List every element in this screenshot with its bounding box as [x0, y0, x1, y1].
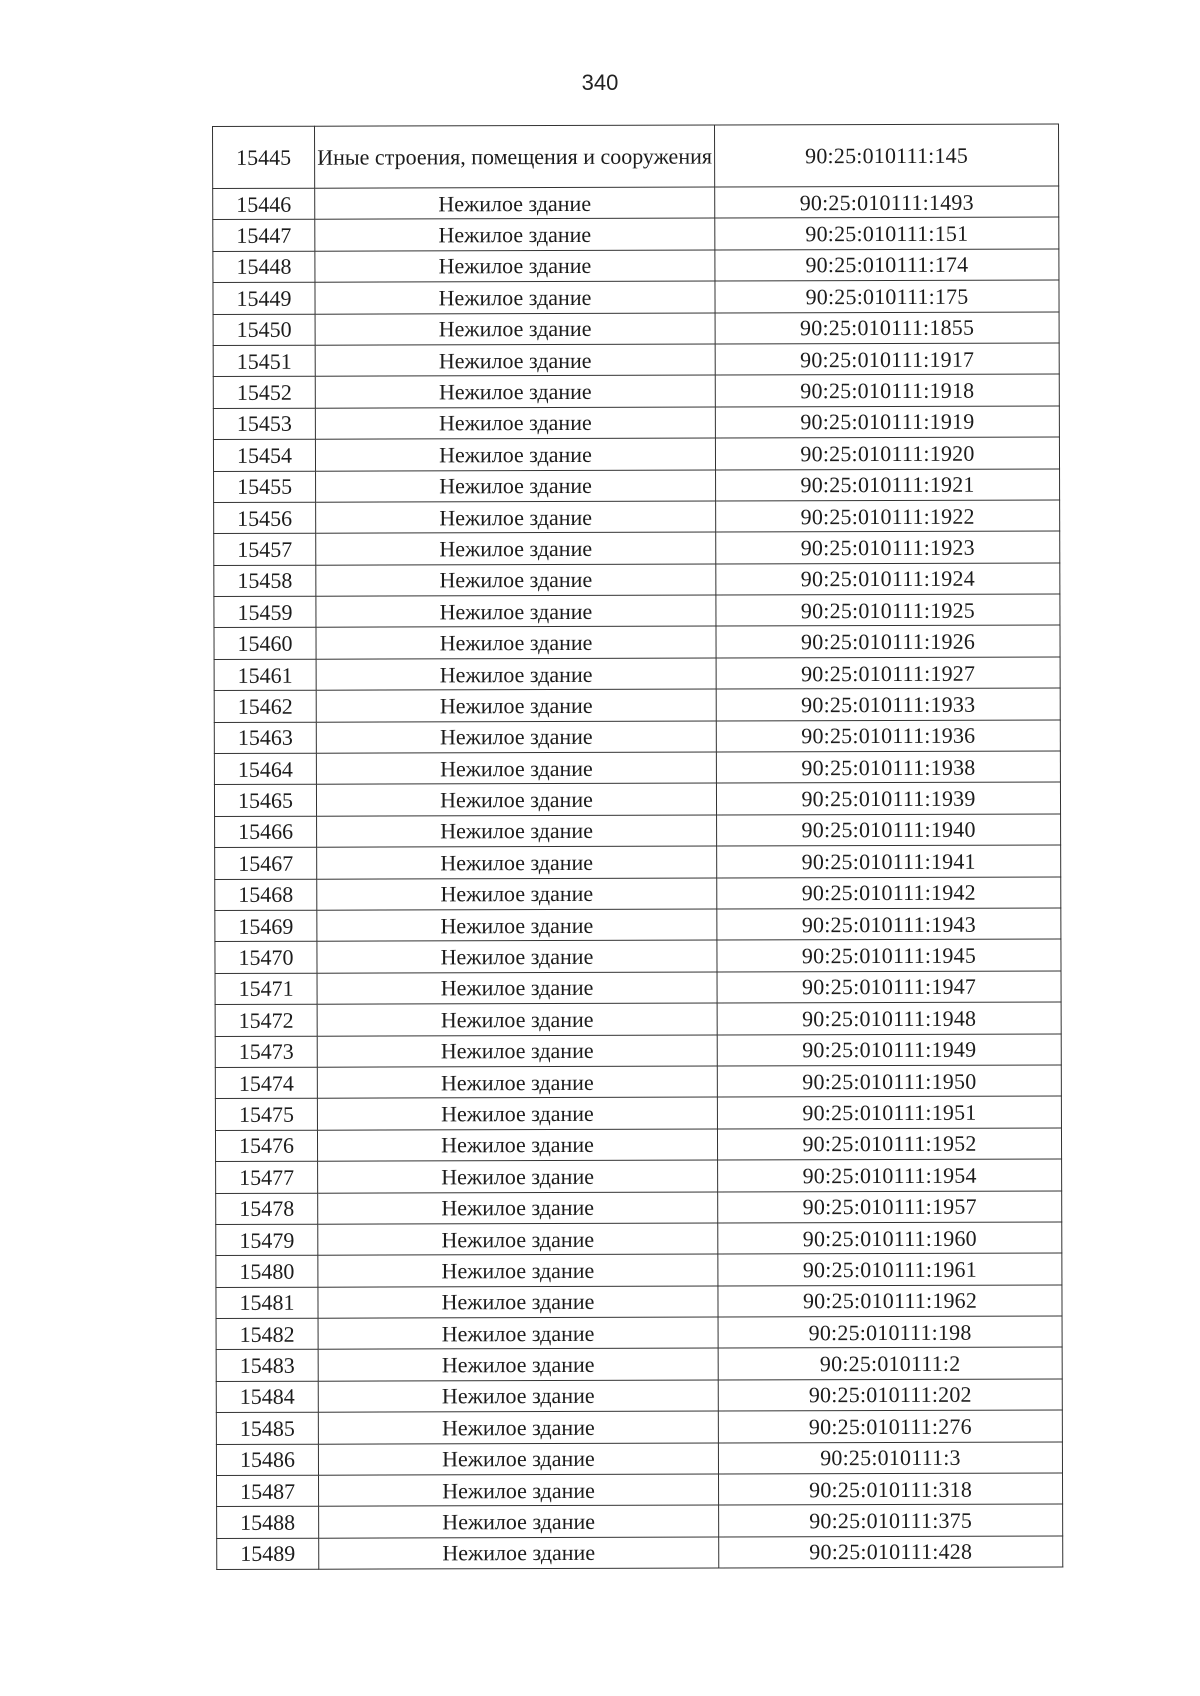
cadastral-number-cell: 90:25:010111:1917 [715, 343, 1059, 375]
row-number-cell: 15483 [216, 1350, 318, 1382]
table-row [217, 1473, 1063, 1507]
object-name-cell: Нежилое здание [315, 281, 715, 314]
object-name-cell: Нежилое здание [318, 1254, 718, 1287]
cadastral-number-cell: 90:25:010111:1936 [716, 720, 1060, 752]
object-name-cell: Нежилое здание [315, 250, 715, 283]
cadastral-number-cell: 90:25:010111:175 [715, 280, 1059, 312]
cadastral-number-cell: 90:25:010111:1933 [716, 688, 1060, 720]
table-row [214, 531, 1060, 565]
object-name-cell: Нежилое здание [318, 1348, 718, 1381]
row-number-cell: 15451 [213, 345, 315, 377]
cadastral-number-cell: 90:25:010111:1855 [715, 312, 1059, 344]
row-number-cell: 15475 [215, 1099, 317, 1131]
table-row [213, 249, 1059, 283]
cadastral-number-cell: 90:25:010111:1918 [715, 374, 1059, 406]
table-row [214, 751, 1060, 785]
table-row [216, 1347, 1062, 1381]
row-number-cell: 15470 [215, 942, 317, 974]
cadastral-number-cell: 90:25:010111:1952 [717, 1128, 1061, 1160]
cadastral-number-cell: 90:25:010111:1925 [716, 594, 1060, 626]
table-row [214, 657, 1060, 691]
table-row [215, 1002, 1061, 1036]
table-row [215, 1065, 1061, 1099]
object-name-cell: Нежилое здание [317, 878, 717, 911]
object-name-cell: Нежилое здание [317, 940, 717, 973]
object-name-cell: Иные строения, помещения и сооружения [315, 125, 715, 188]
row-number-cell: 15471 [215, 973, 317, 1005]
table-row [214, 594, 1060, 628]
object-name-cell: Нежилое здание [318, 1443, 718, 1476]
cadastral-number-cell: 90:25:010111:1954 [718, 1159, 1062, 1191]
table-row [215, 877, 1061, 911]
table-row [213, 217, 1059, 251]
row-number-cell: 15481 [216, 1287, 318, 1319]
cadastral-number-cell: 90:25:010111:276 [718, 1410, 1062, 1442]
cadastral-number-cell: 90:25:010111:1939 [716, 782, 1060, 814]
object-name-cell: Нежилое здание [316, 501, 716, 534]
table-row [216, 1316, 1062, 1350]
table-row [216, 1379, 1062, 1413]
row-number-cell: 15476 [215, 1130, 317, 1162]
object-name-cell: Нежилое здание [318, 1223, 718, 1256]
cadastral-number-cell: 90:25:010111:1920 [715, 437, 1059, 469]
object-name-cell: Нежилое здание [318, 1286, 718, 1319]
cadastral-number-cell: 90:25:010111:428 [719, 1536, 1063, 1568]
table-row [216, 1442, 1062, 1476]
table-row [216, 1253, 1062, 1287]
cadastral-number-cell: 90:25:010111:202 [718, 1379, 1062, 1411]
table-row [213, 186, 1059, 220]
cadastral-number-cell: 90:25:010111:375 [719, 1504, 1063, 1536]
row-number-cell: 15485 [216, 1412, 318, 1444]
row-number-cell: 15468 [215, 879, 317, 911]
object-name-cell: Нежилое здание [316, 752, 716, 785]
object-name-cell: Нежилое здание [317, 1035, 717, 1068]
table-row [214, 500, 1060, 534]
cadastral-number-cell: 90:25:010111:1924 [716, 563, 1060, 595]
row-number-cell: 15463 [214, 722, 316, 754]
cadastral-number-cell: 90:25:010111:1961 [718, 1253, 1062, 1285]
table-row [215, 1096, 1061, 1130]
cadastral-number-cell: 90:25:010111:1943 [717, 908, 1061, 940]
object-name-cell: Нежилое здание [315, 344, 715, 377]
row-number-cell: 15486 [216, 1444, 318, 1476]
row-number-cell: 15460 [214, 628, 316, 660]
row-number-cell: 15445 [213, 126, 315, 188]
object-name-cell: Нежилое здание [316, 689, 716, 722]
row-number-cell: 15480 [216, 1255, 318, 1287]
table-row [214, 688, 1060, 722]
table-row [214, 469, 1060, 503]
cadastral-number-cell: 90:25:010111:1951 [717, 1096, 1061, 1128]
row-number-cell: 15454 [213, 439, 315, 471]
table-row [216, 1159, 1062, 1193]
row-number-cell: 15464 [214, 753, 316, 785]
cadastral-number-cell: 90:25:010111:1493 [715, 186, 1059, 218]
table-row [215, 1034, 1061, 1068]
cadastral-number-cell: 90:25:010111:145 [714, 124, 1058, 187]
object-name-cell: Нежилое здание [316, 564, 716, 597]
table-row [214, 720, 1060, 754]
cadastral-number-cell: 90:25:010111:1919 [715, 406, 1059, 438]
object-name-cell: Нежилое здание [319, 1537, 719, 1570]
cadastral-number-cell: 90:25:010111:198 [718, 1316, 1062, 1348]
cadastral-number-cell: 90:25:010111:1921 [716, 469, 1060, 501]
cadastral-number-cell: 90:25:010111:1926 [716, 625, 1060, 657]
object-name-cell: Нежилое здание [316, 532, 716, 565]
table-row [215, 814, 1061, 848]
row-number-cell: 15489 [217, 1538, 319, 1570]
row-number-cell: 15461 [214, 659, 316, 691]
row-number-cell: 15446 [213, 188, 315, 220]
cadastral-number-cell: 90:25:010111:174 [715, 249, 1059, 281]
row-number-cell: 15450 [213, 314, 315, 346]
object-name-cell: Нежилое здание [319, 1505, 719, 1538]
row-number-cell: 15455 [214, 471, 316, 503]
object-name-cell: Нежилое здание [315, 375, 715, 408]
row-number-cell: 15487 [217, 1475, 319, 1507]
table-row [214, 625, 1060, 659]
object-name-cell: Нежилое здание [316, 626, 716, 659]
table-row [213, 312, 1059, 346]
page-number: 340 [581, 70, 619, 95]
cadastral-number-cell: 90:25:010111:1940 [717, 814, 1061, 846]
row-number-cell: 15482 [216, 1318, 318, 1350]
object-name-cell: Нежилое здание [315, 187, 715, 220]
table-row [215, 1128, 1061, 1162]
table-body [213, 124, 1063, 1570]
object-name-cell: Нежилое здание [317, 815, 717, 848]
cadastral-number-cell: 90:25:010111:1948 [717, 1002, 1061, 1034]
object-name-cell: Нежилое здание [317, 972, 717, 1005]
table-row [213, 374, 1059, 408]
object-name-cell: Нежилое здание [317, 846, 717, 879]
table-row [217, 1536, 1063, 1570]
object-name-cell: Нежилое здание [319, 1474, 719, 1507]
cadastral-number-cell: 90:25:010111:2 [718, 1347, 1062, 1379]
object-name-cell: Нежилое здание [317, 1066, 717, 1099]
object-name-cell: Нежилое здание [315, 438, 715, 471]
object-name-cell: Нежилое здание [316, 470, 716, 503]
table-row [217, 1504, 1063, 1538]
cadastral-number-cell: 90:25:010111:3 [718, 1442, 1062, 1474]
table-row [215, 971, 1061, 1005]
row-number-cell: 15456 [214, 502, 316, 534]
row-number-cell: 15477 [216, 1161, 318, 1193]
object-name-cell: Нежилое здание [317, 909, 717, 942]
row-number-cell: 15447 [213, 220, 315, 252]
row-number-cell: 15458 [214, 565, 316, 597]
row-number-cell: 15457 [214, 533, 316, 565]
row-number-cell: 15459 [214, 596, 316, 628]
object-name-cell: Нежилое здание [315, 313, 715, 346]
object-name-cell: Нежилое здание [318, 1317, 718, 1350]
cadastral-number-cell: 90:25:010111:1957 [718, 1190, 1062, 1222]
row-number-cell: 15478 [216, 1193, 318, 1225]
property-table [212, 123, 1063, 1570]
row-number-cell: 15467 [215, 847, 317, 879]
object-name-cell: Нежилое здание [317, 1129, 717, 1162]
row-number-cell: 15465 [214, 785, 316, 817]
row-number-cell: 15472 [215, 1004, 317, 1036]
table-row [213, 437, 1059, 471]
table-row [216, 1222, 1062, 1256]
table-row [213, 124, 1059, 189]
table-row [215, 845, 1061, 879]
table-row [214, 782, 1060, 816]
object-name-cell: Нежилое здание [317, 1003, 717, 1036]
row-number-cell: 15466 [215, 816, 317, 848]
cadastral-number-cell: 90:25:010111:318 [719, 1473, 1063, 1505]
cadastral-number-cell: 90:25:010111:1922 [716, 500, 1060, 532]
row-number-cell: 15473 [215, 1036, 317, 1068]
row-number-cell: 15448 [213, 251, 315, 283]
row-number-cell: 15453 [213, 408, 315, 440]
object-name-cell: Нежилое здание [315, 218, 715, 251]
object-name-cell: Нежилое здание [316, 783, 716, 816]
cadastral-number-cell: 90:25:010111:151 [715, 217, 1059, 249]
table-row [214, 563, 1060, 597]
cadastral-number-cell: 90:25:010111:1927 [716, 657, 1060, 689]
table-row [215, 908, 1061, 942]
row-number-cell: 15452 [213, 377, 315, 409]
cadastral-number-cell: 90:25:010111:1923 [716, 531, 1060, 563]
cadastral-number-cell: 90:25:010111:1947 [717, 971, 1061, 1003]
table-row [216, 1190, 1062, 1224]
table-row [213, 280, 1059, 314]
row-number-cell: 15449 [213, 282, 315, 314]
object-name-cell: Нежилое здание [318, 1160, 718, 1193]
row-number-cell: 15469 [215, 910, 317, 942]
table-row [213, 343, 1059, 377]
object-name-cell: Нежилое здание [318, 1411, 718, 1444]
object-name-cell: Нежилое здание [315, 407, 715, 440]
row-number-cell: 15462 [214, 690, 316, 722]
object-name-cell: Нежилое здание [316, 721, 716, 754]
object-name-cell: Нежилое здание [318, 1192, 718, 1225]
row-number-cell: 15488 [217, 1507, 319, 1539]
cadastral-number-cell: 90:25:010111:1938 [716, 751, 1060, 783]
row-number-cell: 15479 [216, 1224, 318, 1256]
object-name-cell: Нежилое здание [316, 658, 716, 691]
table-row [213, 406, 1059, 440]
cadastral-number-cell: 90:25:010111:1942 [717, 877, 1061, 909]
object-name-cell: Нежилое здание [318, 1380, 718, 1413]
table-row [215, 939, 1061, 973]
object-name-cell: Нежилое здание [317, 1097, 717, 1130]
cadastral-number-cell: 90:25:010111:1950 [717, 1065, 1061, 1097]
cadastral-number-cell: 90:25:010111:1960 [718, 1222, 1062, 1254]
cadastral-number-cell: 90:25:010111:1949 [717, 1034, 1061, 1066]
cadastral-number-cell: 90:25:010111:1962 [718, 1285, 1062, 1317]
cadastral-number-cell: 90:25:010111:1941 [717, 845, 1061, 877]
object-name-cell: Нежилое здание [316, 595, 716, 628]
row-number-cell: 15484 [216, 1381, 318, 1413]
table-row [216, 1285, 1062, 1319]
cadastral-number-cell: 90:25:010111:1945 [717, 939, 1061, 971]
row-number-cell: 15474 [215, 1067, 317, 1099]
table-row [216, 1410, 1062, 1444]
